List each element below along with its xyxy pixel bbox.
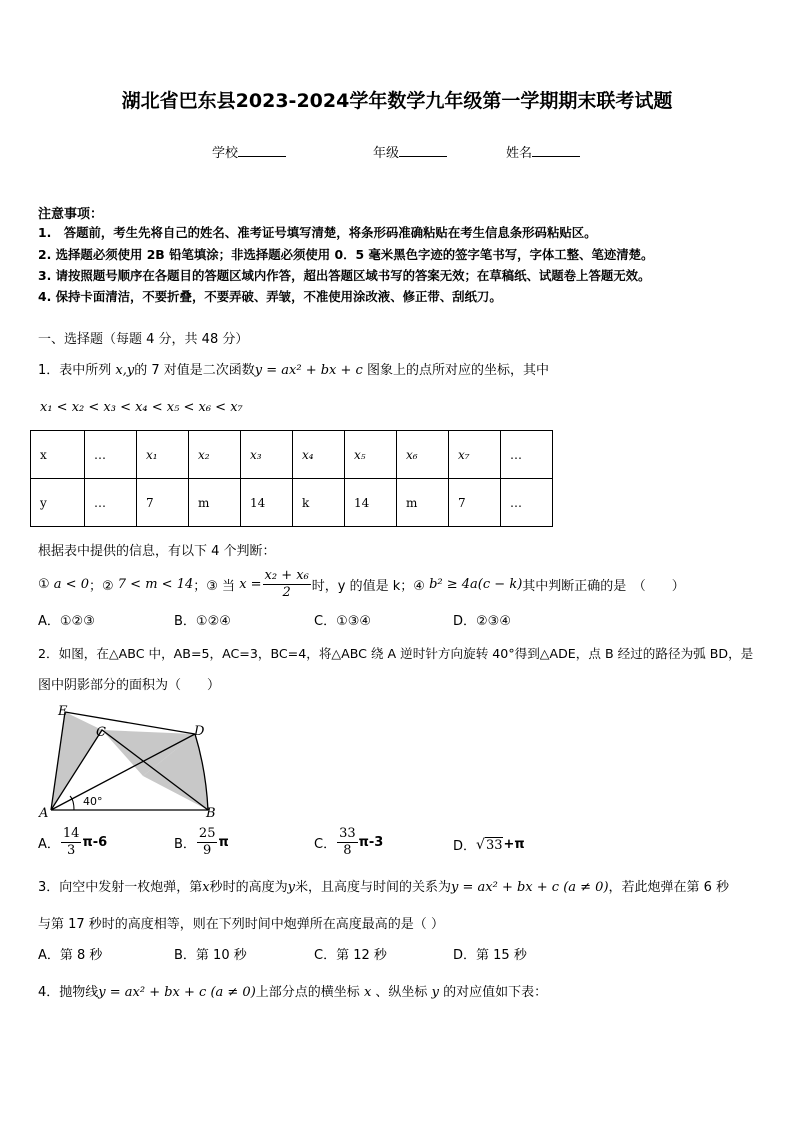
- q1-order: x₁ < x₂ < x₃ < x₄ < x₅ < x₆ < x₇: [40, 400, 243, 415]
- notes-heading: 注意事项：: [38, 207, 104, 222]
- table-cell: x₁: [137, 431, 189, 479]
- q3-stem-line2: 与第 17 秒时的高度相等，则在下列时间中炮弹所在高度最高的是（ ）: [38, 917, 444, 932]
- table-cell: …: [85, 479, 137, 527]
- table-cell: …: [501, 431, 553, 479]
- table-cell: 7: [137, 479, 189, 527]
- q1-judge-intro: 根据表中提供的信息，有以下 4 个判断：: [38, 544, 276, 559]
- label-c: C: [96, 725, 106, 740]
- note-item: 2. 选择题必须使用 2B 铅笔填涂；非选择题必须使用 0．5 毫米黑色字迹的签字笔书写，字体工整、笔迹清楚。: [38, 247, 654, 262]
- q2-option-d[interactable]: D． √ 33 +π: [453, 836, 525, 854]
- q2-option-c[interactable]: C． $\frac{33}{8}$ π-3: [314, 826, 384, 858]
- table-cell: x₄: [293, 431, 345, 479]
- table-cell: x: [31, 431, 85, 479]
- q1-option-b[interactable]: B．①②④: [174, 614, 231, 629]
- q3-stem-line1: 3．向空中发射一枚炮弹，第x秒时的高度为y米，且高度与时间的关系为y = ax² + bx + c (a ≠ 0)，若此炮弹在第 6 秒: [38, 880, 730, 895]
- table-cell: …: [501, 479, 553, 527]
- q2-figure: [34, 700, 224, 822]
- q1-option-c[interactable]: C．①③④: [314, 614, 372, 629]
- table-cell: y: [31, 479, 85, 527]
- grade-field[interactable]: [373, 142, 447, 161]
- table-cell: x₅: [345, 431, 397, 479]
- q1-table: [30, 430, 553, 527]
- note-item: 4. 保持卡面清洁，不要折叠，不要弄破、弄皱，不准使用涂改液、修正带、刮纸刀。: [38, 289, 502, 304]
- table-cell: m: [397, 479, 449, 527]
- q3-option-a[interactable]: A．第 8 秒: [38, 948, 103, 963]
- table-cell: 14: [345, 479, 397, 527]
- table-cell: k: [293, 479, 345, 527]
- q1-option-a[interactable]: A．①②③: [38, 614, 95, 629]
- table-cell: …: [85, 431, 137, 479]
- section-heading: 一、选择题（每题 4 分，共 48 分）: [38, 332, 249, 347]
- q4-stem: 4．抛物线y = ax² + bx + c (a ≠ 0)上部分点的横坐标 x 、纵坐标 y 的对应值如下表：: [38, 985, 548, 1000]
- label-b: B: [206, 806, 216, 821]
- school-field[interactable]: [212, 142, 286, 161]
- note-item: 3. 请按照题号顺序在各题目的答题区域内作答，超出答题区域书写的答案无效；在草稿纸、试题卷上答题无效。: [38, 268, 651, 283]
- q2-option-a[interactable]: A． $\frac{14}{3}$ π-6: [38, 826, 108, 858]
- q2-stem-line1: 2．如图，在△ABC 中，AB=5，AC=3，BC=4，将△ABC 绕 A 逆时针方向旋转 40°得到△ADE，点 B 经过的路径为弧 BD，是: [38, 646, 754, 661]
- note-item: 1. 答题前，考生先将自己的姓名、准考证号填写清楚，将条形码准确粘贴在考生信息条形码粘贴区。: [38, 225, 597, 240]
- label-e: E: [58, 704, 68, 719]
- q3-option-c[interactable]: C．第 12 秒: [314, 948, 387, 963]
- q1-judgements: ① a < 0 ；② 7 < m < 14 ；③ 当 x = $\frac{\text{x₂ + x₆}}{2}$ 时，y 的值是 k；④ b² ≥ 4a(c − k) 其中判断正确的是 （ ）: [38, 567, 685, 600]
- table-cell: x₆: [397, 431, 449, 479]
- table-row: [31, 431, 553, 479]
- q1-stem: 1．表中所列 x,y的 7 对值是二次函数y = ax² + bx + c 图象上的点所对应的坐标，其中: [38, 363, 549, 378]
- grade-label: 年级: [373, 146, 400, 161]
- q1-option-d[interactable]: D．②③④: [453, 614, 511, 629]
- table-cell: x₇: [449, 431, 501, 479]
- table-cell: x₂: [189, 431, 241, 479]
- table-row: [31, 479, 553, 527]
- label-a: A: [39, 806, 49, 821]
- page-title: 湖北省巴东县2023-2024学年数学九年级第一学期期末联考试题: [121, 90, 673, 112]
- q2-option-b[interactable]: B． $\frac{25}{9}$ π: [174, 826, 229, 858]
- school-label: 学校: [212, 146, 239, 161]
- table-cell: x₃: [241, 431, 293, 479]
- label-angle: 40°: [83, 795, 103, 808]
- table-cell: m: [189, 479, 241, 527]
- name-field[interactable]: [506, 142, 580, 161]
- table-cell: 14: [241, 479, 293, 527]
- label-d: D: [194, 724, 205, 739]
- q2-stem-line2: 图中阴影部分的面积为（ ）: [38, 678, 221, 693]
- table-cell: 7: [449, 479, 501, 527]
- q3-option-d[interactable]: D．第 15 秒: [453, 948, 527, 963]
- q3-option-b[interactable]: B．第 10 秒: [174, 948, 247, 963]
- name-label: 姓名: [506, 146, 533, 161]
